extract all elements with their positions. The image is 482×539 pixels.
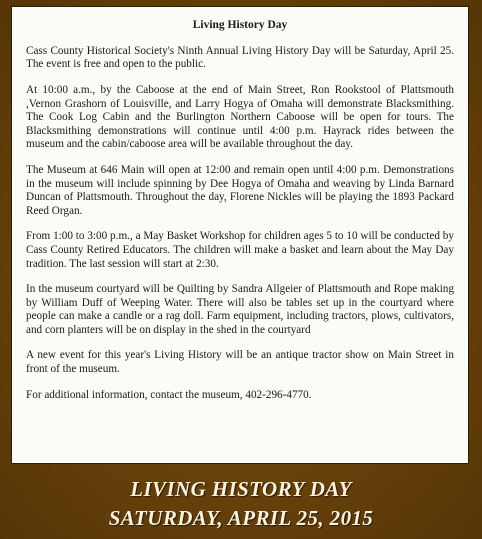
banner-date: SATURDAY, APRIL 25, 2015 [108,506,374,530]
banner-title: LIVING HISTORY DAY [130,477,352,501]
paragraph-tractor-show: A new event for this year's Living History will be an antique tractor show on Main Street in front of the museum. [26,349,454,376]
paragraph-museum: The Museum at 646 Main will open at 12:00 and remain open until 4:00 p.m. Demonstrations in the museum will include spinning by Dee Hogya of Omaha and weaving by Linda Barnard Duncan of Plattsmouth. Throughout the day, Florene Nickles will be playing the 1893 Packard Reed Organ. [26,163,454,217]
flyer-panel [11,6,469,464]
paragraph-intro: Cass County Historical Society's Ninth Annual Living History Day will be Saturday, April 25. The event is free and open to the public. [26,44,454,71]
paragraph-may-basket: From 1:00 to 3:00 p.m., a May Basket Workshop for children ages 5 to 10 will be conducted by Cass County Retired Educators. The children will make a basket and learn about the May Day tradition. The last session will start at 2:30. [26,230,454,270]
paragraph-contact: For additional information, contact the museum, 402-296-4770. [26,388,312,401]
paragraph-courtyard: In the museum courtyard will be Quilting by Sandra Allgeier of Plattsmouth and Rope making by William Duff of Weeping Water. There will also be tables set up in the courtyard where people can make a candle or a rag doll. Farm equipment, including tractors, plows, cultivators, and corn planters will be on display in the shed in the courtyard [26,283,454,336]
paragraph-blacksmithing: At 10:00 a.m., by the Caboose at the end of Main Street, Ron Rookstool of Plattsmouth ,Vernon Grashorn of Louisville, and Larry Hogya of Omaha will demonstrate Blacksmithing. The Cook Log Cabin and the Burlington Northern Caboose will be open for tours. The Blacksmithing demonstrations will continue until 4:00 p.m. Hayrack rides between the museum and the cabin/caboose area will be available throughout the day. [26,83,454,151]
document-title: Living History Day [192,19,288,31]
